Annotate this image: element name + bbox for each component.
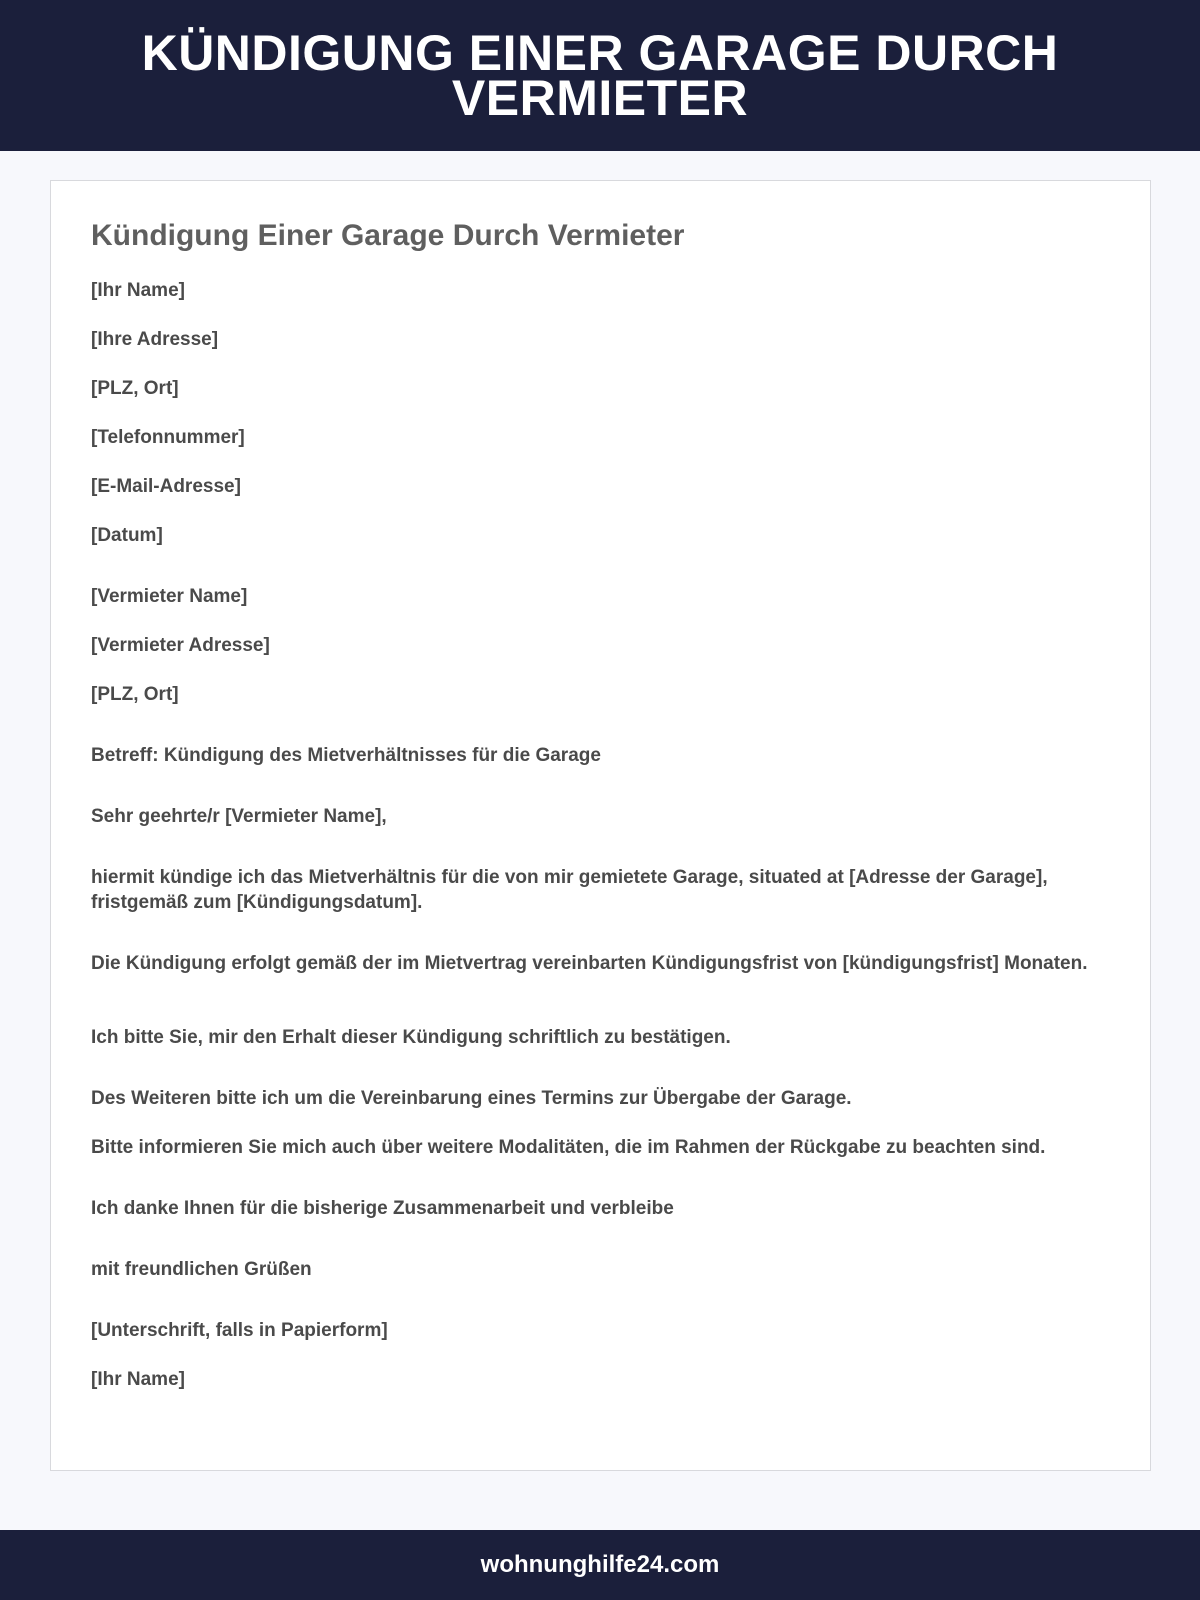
letter-title: Kündigung Einer Garage Durch Vermieter <box>91 219 685 252</box>
footer-site-link[interactable]: wohnunghilfe24.com <box>480 1551 720 1578</box>
paragraph-2: Die Kündigung erfolgt gemäß der im Mietvertrag vereinbarten Kündigungsfrist von [kündigungsfrist] Monaten. <box>91 953 1088 974</box>
page-title: KÜNDIGUNG EINER GARAGE DURCH VERMIETER <box>141 24 1059 126</box>
letter-signature: [Unterschrift, falls in Papierform] <box>91 1320 388 1341</box>
sender-city: [PLZ, Ort] <box>91 378 179 399</box>
landlord-name: [Vermieter Name] <box>91 586 248 607</box>
letter-card <box>50 180 1151 1471</box>
letter-subject: Betreff: Kündigung des Mietverhältnisses für die Garage <box>91 745 601 766</box>
paragraph-5: Bitte informieren Sie mich auch über weitere Modalitäten, die im Rahmen der Rückgabe zu beachten sind. <box>91 1137 1046 1158</box>
page-header <box>0 0 1200 151</box>
signature-name: [Ihr Name] <box>91 1369 185 1390</box>
landlord-address: [Vermieter Adresse] <box>91 635 270 656</box>
sender-name: [Ihr Name] <box>91 280 185 301</box>
sender-phone: [Telefonnummer] <box>91 427 245 448</box>
sender-address: [Ihre Adresse] <box>91 329 219 350</box>
page-footer <box>0 1530 1200 1600</box>
landlord-city: [PLZ, Ort] <box>91 684 179 705</box>
letter-salutation: Sehr geehrte/r [Vermieter Name], <box>91 806 387 827</box>
closing-line: Ich danke Ihnen für die bisherige Zusammenarbeit und verbleibe <box>91 1198 674 1219</box>
paragraph-1: hiermit kündige ich das Mietverhältnis für die von mir gemietete Garage, situated at [Adresse der Garage], fristgemäß zum [Kündigungsdatum]. <box>91 867 1048 913</box>
sender-email: [E-Mail-Adresse] <box>91 476 241 497</box>
letter-date: [Datum] <box>91 525 163 546</box>
paragraph-3: Ich bitte Sie, mir den Erhalt dieser Kündigung schriftlich zu bestätigen. <box>91 1027 731 1048</box>
paragraph-4: Des Weiteren bitte ich um die Vereinbarung eines Termins zur Übergabe der Garage. <box>91 1088 852 1109</box>
letter-greeting: mit freundlichen Grüßen <box>91 1259 312 1280</box>
